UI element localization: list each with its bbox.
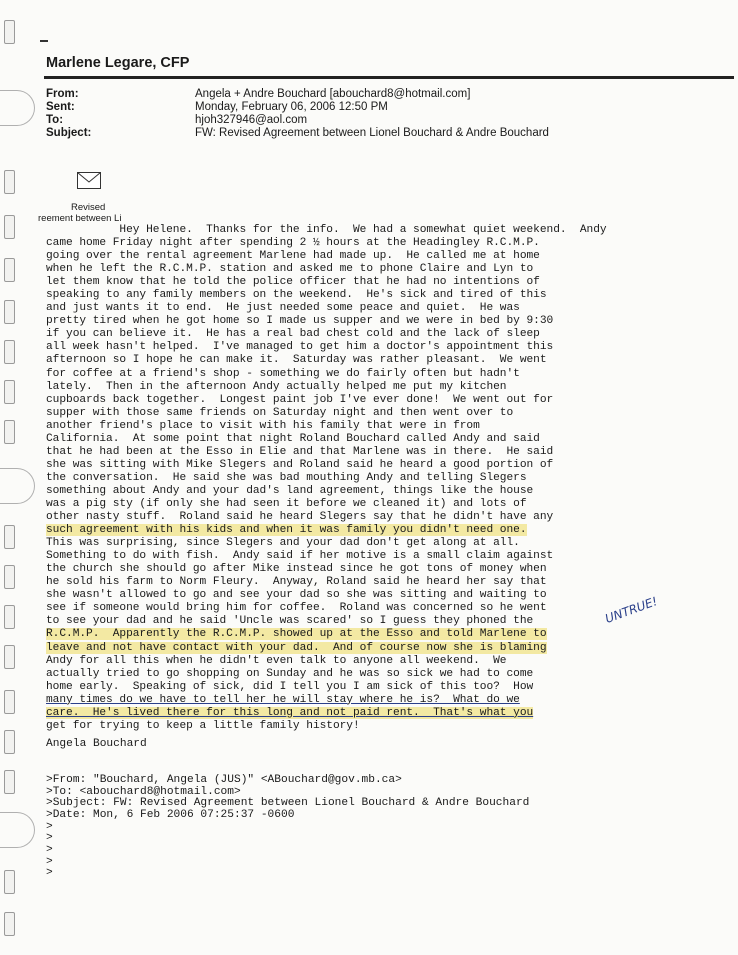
quoted-date: >Date: Mon, 6 Feb 2006 07:25:37 -0600 [46, 808, 295, 821]
body-line: Hey Helene. Thanks for the info. We had a somewhat quiet weekend. Andy [46, 224, 607, 236]
envelope-icon[interactable] [77, 172, 101, 189]
body-line-highlighted: such agreement with his kids and when it was family you didn't need one. [46, 524, 527, 537]
quote-marker: > [46, 832, 53, 845]
binder-ring [0, 90, 35, 126]
quoted-to: >To: <abouchard8@hotmail.com> [46, 785, 241, 798]
signature: Angela Bouchard [46, 738, 147, 750]
quoted-from: >From: "Bouchard, Angela (JUS)" <ABouchard@gov.mb.ca> [46, 774, 402, 786]
binder-hole [4, 605, 15, 629]
body-line: another friend's place to visit with his family that were in from [46, 419, 480, 432]
body-line: she wasn't allowed to go and see your dad so she was sitting and waiting to [46, 589, 547, 602]
body-line: she was sitting with Mike Slegers and Roland said he heard a good portion of [46, 458, 554, 471]
binder-ring [0, 468, 35, 504]
body-line-highlighted: R.C.M.P. Apparently the R.C.M.P. showed up at the Esso and told Marlene to [46, 628, 547, 641]
subject-label: Subject: [46, 127, 92, 139]
sent-value: Monday, February 06, 2006 12:50 PM [195, 101, 388, 113]
body-line: get for trying to keep a little family history! [46, 719, 360, 732]
body-line: supper with those same friends on Saturday night and then went over to [46, 406, 514, 419]
binder-hole [4, 420, 15, 444]
binder-hole [4, 300, 15, 324]
body-line: going over the rental agreement Marlene had made up. He called me at home [46, 250, 540, 263]
from-value: Angela + Andre Bouchard [abouchard8@hotmail.com] [195, 88, 471, 100]
body-line: was a pig sty (if only she had seen it before we cleaned it) and lots of [46, 497, 527, 510]
binder-hole [4, 870, 15, 894]
body-line: speaking to any family members on the weekend. He's sick and tired of this [46, 289, 547, 302]
binder-hole [4, 20, 15, 44]
body-line: other nasty stuff. Roland said he heard Slegers say that he didn't have any [46, 511, 554, 524]
binder-hole [4, 770, 15, 794]
quote-marker: > [46, 867, 53, 880]
body-line: all week hasn't helped. I've managed to get him a doctor's appointment this [46, 341, 554, 354]
body-line-highlighted: care. He's lived there for this long and not paid rent. That's what you [46, 706, 534, 719]
binder-hole [4, 215, 15, 239]
header-rule [44, 76, 734, 79]
body-line: he sold his farm to Norm Fleury. Anyway, Roland said he heard her say that [46, 576, 547, 589]
binder-hole [4, 340, 15, 364]
body-line: came home Friday night after spending 2 ½ hours at the Headingley R.C.M.P. [46, 237, 540, 250]
body-line: actually tried to go shopping on Sunday and he was so sick we had to come [46, 667, 534, 680]
sender-name-header: Marlene Legare, CFP [46, 55, 190, 71]
body-line-underlined: many times do we have to tell her he will stay where he is? What do we [46, 693, 520, 706]
body-line: home early. Speaking of sick, did I tell you I am sick of this too? How [46, 680, 534, 693]
body-line: if you can believe it. He has a real bad chest cold and the lack of sleep [46, 328, 540, 341]
binder-hole [4, 690, 15, 714]
body-line: Andy for all this when he didn't even talk to anyone all weekend. We [46, 654, 507, 667]
quote-marker: > [46, 843, 53, 856]
body-line-highlighted: leave and not have contact with your dad. And of course now she is blaming [46, 641, 547, 654]
subject-value: FW: Revised Agreement between Lionel Bouchard & Andre Bouchard [195, 127, 549, 139]
binder-hole [4, 380, 15, 404]
email-body [46, 224, 726, 733]
body-line: cupboards back together. Longest paint job I've ever done! We went out for [46, 393, 554, 406]
body-line: the church she should go after Mike instead since he got tons of money when [46, 563, 547, 576]
quote-marker: > [46, 855, 53, 868]
body-line: California. At some point that night Roland Bouchard called Andy and said [46, 432, 540, 445]
binder-hole [4, 912, 15, 936]
binder-hole [4, 170, 15, 194]
to-label: To: [46, 114, 64, 126]
sent-label: Sent: [46, 101, 75, 113]
top-mark [40, 40, 48, 42]
handwritten-annotation: UNTRUE! [603, 594, 660, 626]
body-line: and just wants it to end. He just needed some peace and quiet. He was [46, 302, 520, 315]
to-value: hjoh327946@aol.com [195, 114, 308, 126]
body-line: pretty tired when he got home so I made us supper and we were in bed by 9:30 [46, 315, 554, 328]
body-line: when he left the R.C.M.P. station and asked me to phone Claire and Lyn to [46, 263, 534, 276]
binder-hole [4, 730, 15, 754]
binder-hole [4, 525, 15, 549]
body-line: for coffee at a friend's shop - something we do fairly often but hadn't [46, 367, 520, 380]
body-line: to see your dad and he said 'Uncle was scared' so I guess they phoned the [46, 615, 534, 628]
binder-hole [4, 258, 15, 282]
body-line: Something to do with fish. Andy said if her motive is a small claim against [46, 550, 554, 563]
body-line: afternoon so I hope he can make it. Saturday was rather pleasant. We went [46, 354, 547, 367]
attachment-title[interactable]: Revised [71, 202, 106, 213]
quoted-header [46, 775, 529, 880]
body-line: that he had been at the Esso in Elie and that Marlene was in there. He said [46, 445, 554, 458]
quote-marker: > [46, 820, 53, 833]
binder-ring [0, 812, 35, 848]
binder-hole [4, 645, 15, 669]
body-line: the conversation. He said she was bad mouthing Andy and telling Slegers [46, 471, 527, 484]
body-line: lately. Then in the afternoon Andy actually helped me put my kitchen [46, 380, 507, 393]
body-line: something about Andy and your dad's land agreement, things like the house [46, 484, 534, 497]
body-line: let them know that he told the police officer that he had no intentions of [46, 276, 540, 289]
body-line: see if someone would bring him for coffee. Roland was concerned so he went [46, 602, 547, 615]
body-line: This was surprising, since Slegers and your dad don't get along at all. [46, 537, 520, 550]
attachment-subtitle[interactable]: reement between Li [38, 213, 122, 224]
from-label: From: [46, 88, 79, 100]
quoted-subject: >Subject: FW: Revised Agreement between Lionel Bouchard & Andre Bouchard [46, 797, 530, 810]
binder-hole [4, 565, 15, 589]
